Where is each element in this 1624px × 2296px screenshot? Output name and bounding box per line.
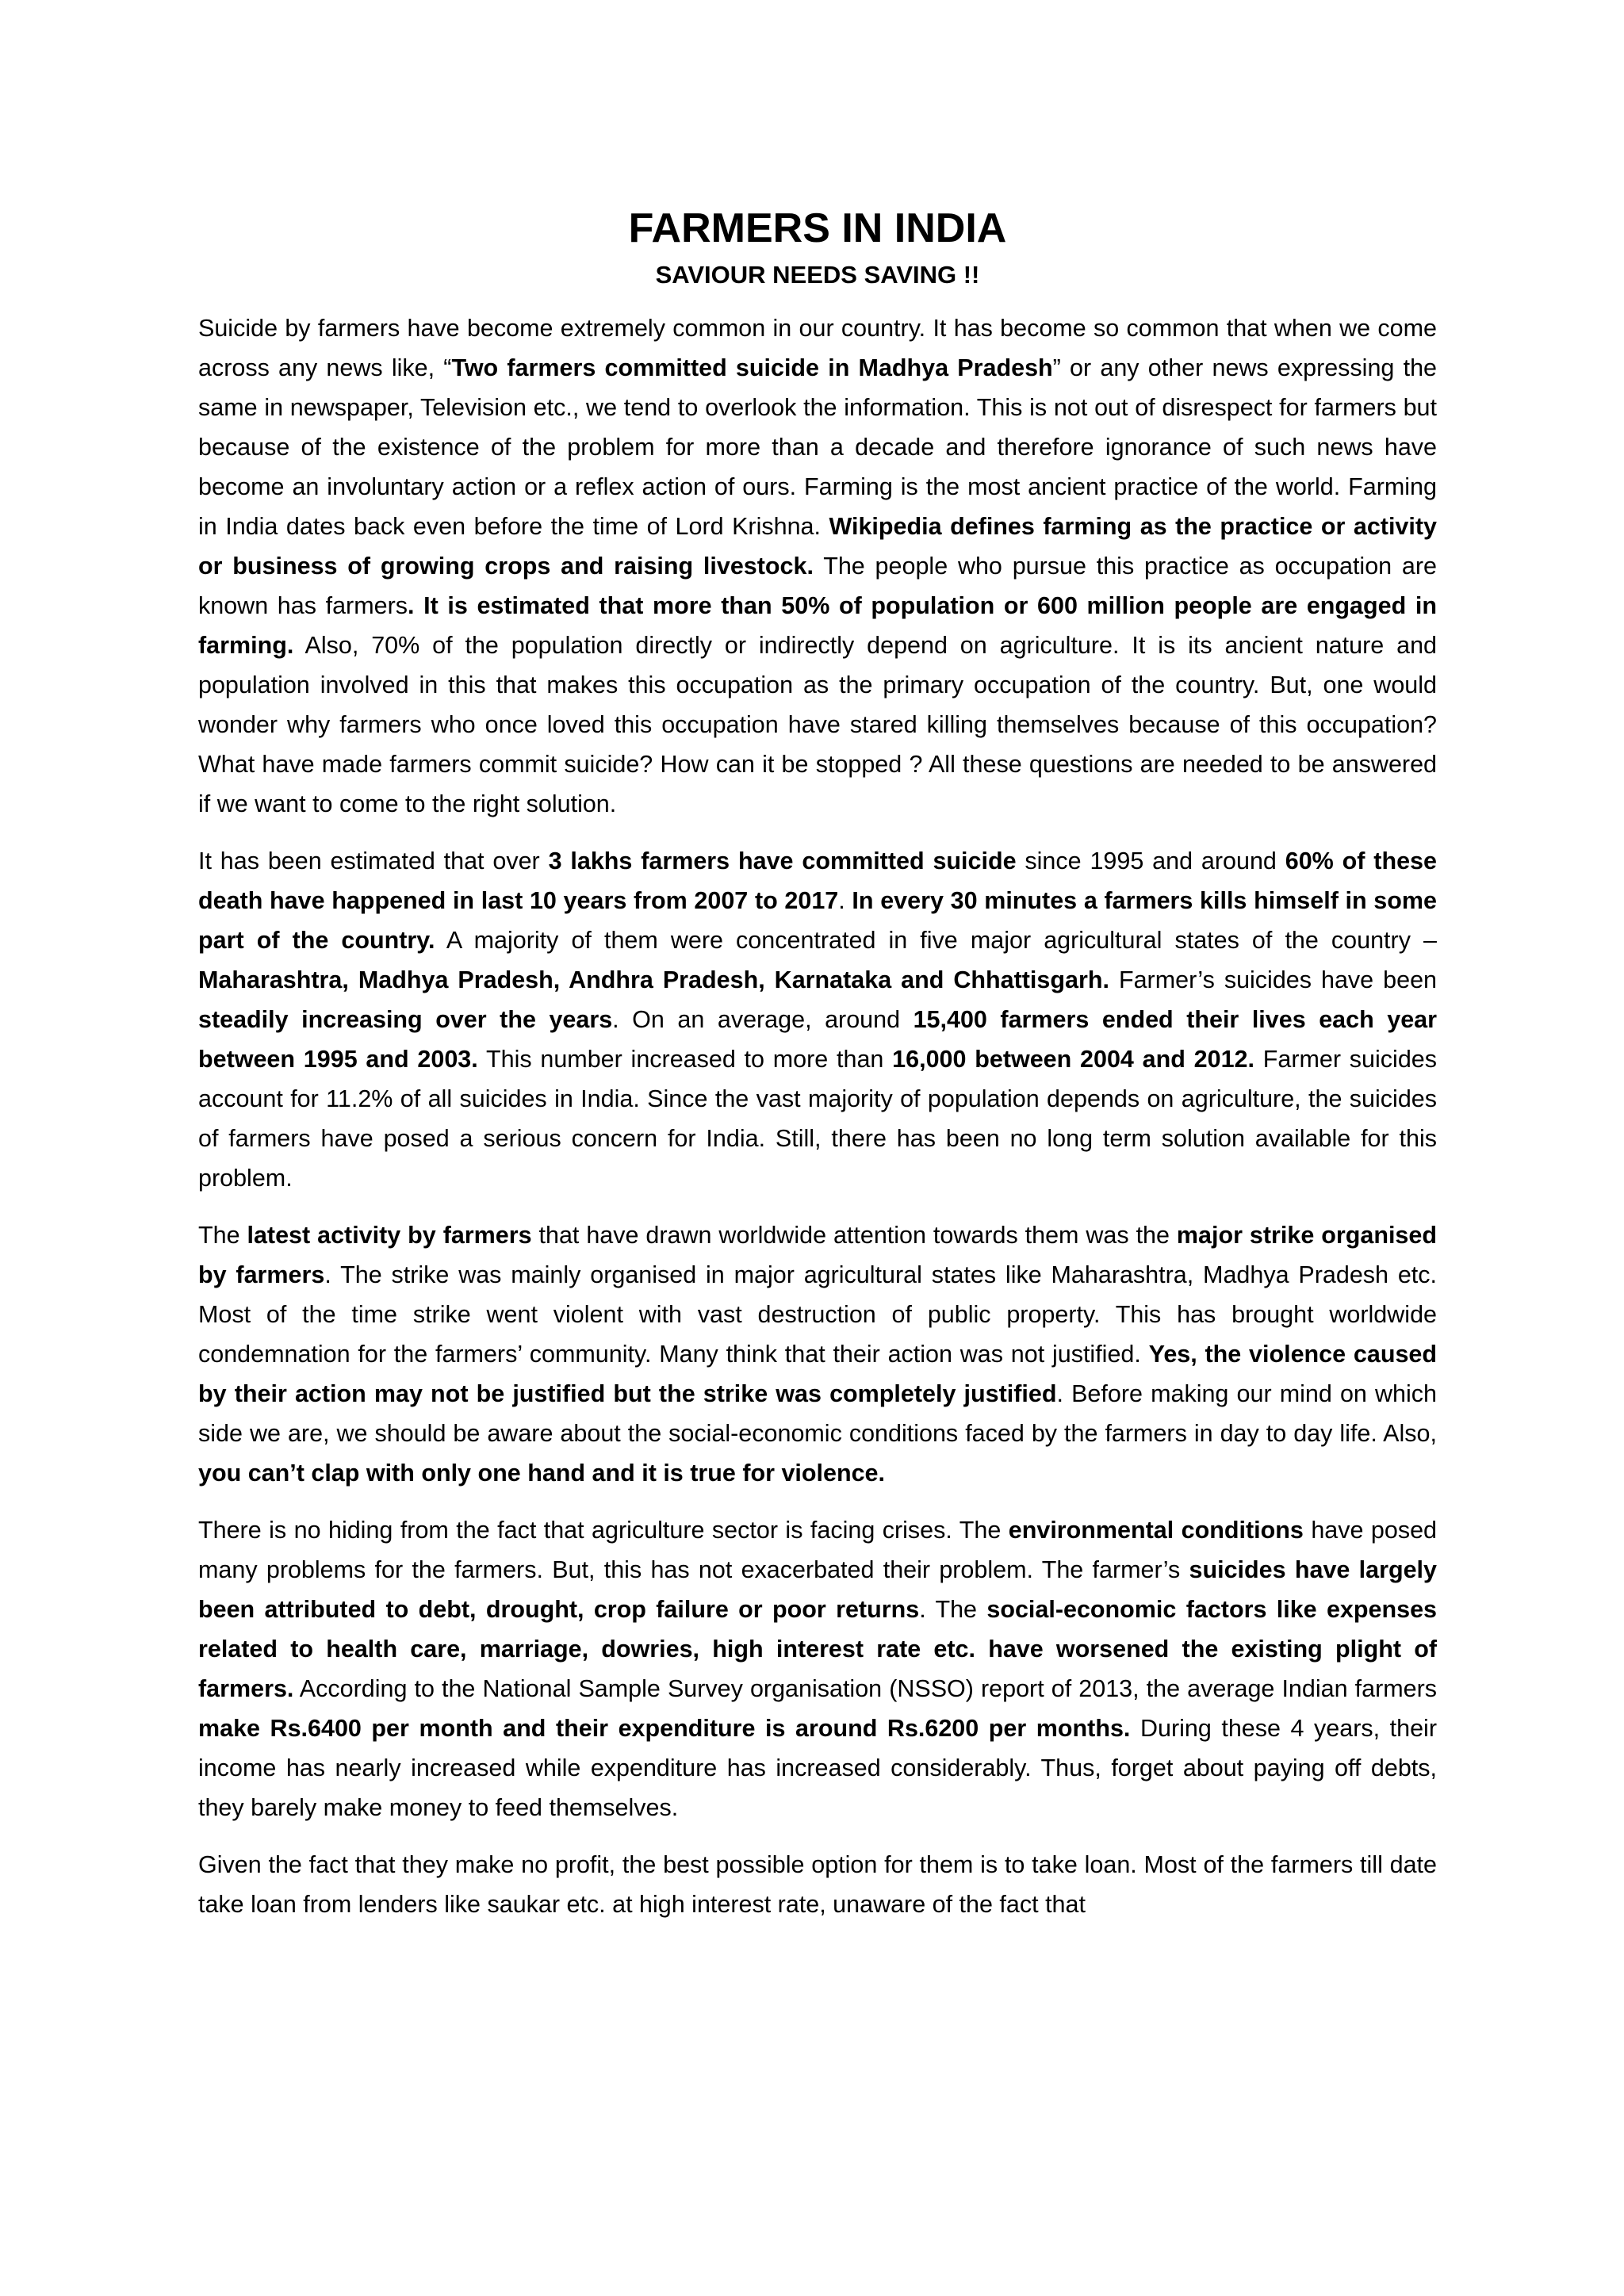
bold-text: 60% of these death have happened in last 10 years from 2007 to 2017 — [198, 848, 1437, 914]
text-run: . — [838, 887, 852, 914]
bold-text: environmental conditions — [1008, 1517, 1304, 1544]
bold-text: 15,400 farmers ended their lives each year between 1995 and 2003. — [198, 1006, 1437, 1073]
text-run: Farmer’s suicides have been — [1109, 966, 1437, 993]
text-run: According to the National Sample Survey organisation (NSSO) report of 2013, the average Indian farmers — [293, 1675, 1437, 1702]
bold-text: social-economic factors like expenses related to health care, marriage, dowries, high interest rate etc. have worsened the existing plight of farmers. — [198, 1596, 1438, 1702]
text-run: Given the fact that they make no profit, the best possible option for them is to take loan. Most of the farmers till date take loan from lenders like saukar etc. at high interest rate, unaware of the fact that — [198, 1851, 1437, 1918]
text-run: . The strike was mainly organised in major agricultural states like Maharashtra, Madhya Pradesh etc. Most of the time strike went violent with vast destruction of public property. This has brought worldwide condemnation for the farmers’ community. Many think that their action was not justified. — [198, 1261, 1437, 1368]
bold-text: major strike organised by farmers — [198, 1222, 1437, 1288]
text-run: There is no hiding from the fact that agriculture sector is facing crises. The — [198, 1517, 1009, 1544]
text-run: Suicide by farmers have become extremely common in our country. It has become so common that when we come across any news like, “ — [198, 315, 1437, 381]
text-run: have posed many problems for the farmers. But, this has not exacerbated their problem. The farmer’s — [198, 1517, 1438, 1583]
page-subtitle: SAVIOUR NEEDS SAVING !! — [655, 261, 980, 289]
bold-text: 16,000 between 2004 and 2012. — [892, 1046, 1254, 1073]
bold-text: you can’t clap with only one hand and it is true for violence. — [198, 1460, 885, 1487]
paragraph-4 — [198, 1510, 1437, 1827]
text-run: Farmer suicides account for 11.2% of all suicides in India. Since the vast majority of population depends on agriculture, the suicides of farmers have posed a serious concern for India. Still, there has been no long term solution available for this problem. — [198, 1046, 1437, 1192]
bold-text: It is estimated that more than 50% of population or 600 million people are engaged in farming. — [198, 592, 1437, 659]
text-run: During these 4 years, their income has nearly increased while expenditure has increased considerably. Thus, forget about paying off debts, they barely make money to feed themselves. — [198, 1715, 1437, 1821]
bold-text: Two farmers committed suicide in Madhya Pradesh — [451, 354, 1053, 381]
text-run — [414, 592, 423, 619]
bold-text: suicides have largely been attributed to debt, drought, crop failure or poor returns — [198, 1556, 1437, 1623]
bold-text: Wikipedia defines farming as the practice or activity or business of growing crops and raising livestock. — [198, 513, 1437, 580]
bold-text: Maharashtra, Madhya Pradesh, Andhra Pradesh, Karnataka and Chhattisgarh. — [198, 966, 1109, 993]
text-run: Also, 70% of the population directly or indirectly depend on agriculture. It is its ancient nature and population involved in this that makes this occupation as the primary occupation of the country. But, one would wonder why farmers who once loved this occupation have stared killing themselves because of this occupation? What have made farmers commit suicide? How can it be stopped ? All these questions are needed to be answered if we want to come to the right solution. — [198, 632, 1437, 817]
bold-text: Yes, the violence caused by their action may not be justified but the strike was completely justified — [198, 1341, 1438, 1407]
bold-text: steadily increasing over the years — [198, 1006, 613, 1033]
bold-text: In every 30 minutes a farmers kills himself in some part of the country. — [198, 887, 1437, 954]
text-run: ” or any other news expressing the same in newspaper, Television etc., we tend to overlook the information. This is not out of disrespect for farmers but because of the existence of the problem for more than a decade and therefore ignorance of such news have become an involuntary action or a reflex action of ours. Farming is the most ancient practice of the world. Farming in India dates back even before the time of Lord Krishna. — [198, 354, 1437, 540]
text-run: The people who pursue this practice as occupation are known has farmers — [198, 553, 1437, 619]
page-title: FARMERS IN INDIA — [628, 205, 1007, 251]
paragraph-1 — [198, 308, 1437, 824]
bold-text: latest activity by farmers — [247, 1222, 532, 1249]
text-run: that have drawn worldwide attention towards them was the — [531, 1222, 1177, 1249]
bold-text: . — [408, 592, 415, 619]
bold-text: make Rs.6400 per month and their expenditure is around Rs.6200 per months. — [198, 1715, 1131, 1742]
text-run: . The — [919, 1596, 987, 1623]
text-run: . On an average, around — [612, 1006, 914, 1033]
text-run: A majority of them were concentrated in five major agricultural states of the country – — [435, 927, 1437, 954]
text-run: . Before making our mind on which side we are, we should be aware about the social-economic conditions faced by the farmers in day to day life. Also, — [198, 1380, 1437, 1447]
text-run: since 1995 and around — [1016, 848, 1285, 874]
text-run: This number increased to more than — [477, 1046, 893, 1073]
document-body — [198, 202, 1437, 1942]
text-run: It has been estimated that over — [198, 848, 549, 874]
text-run: The — [198, 1222, 247, 1249]
paragraph-5 — [198, 1845, 1437, 1924]
paragraph-3 — [198, 1215, 1437, 1493]
bold-text: 3 lakhs farmers have committed suicide — [548, 848, 1017, 874]
paragraph-2 — [198, 841, 1437, 1198]
